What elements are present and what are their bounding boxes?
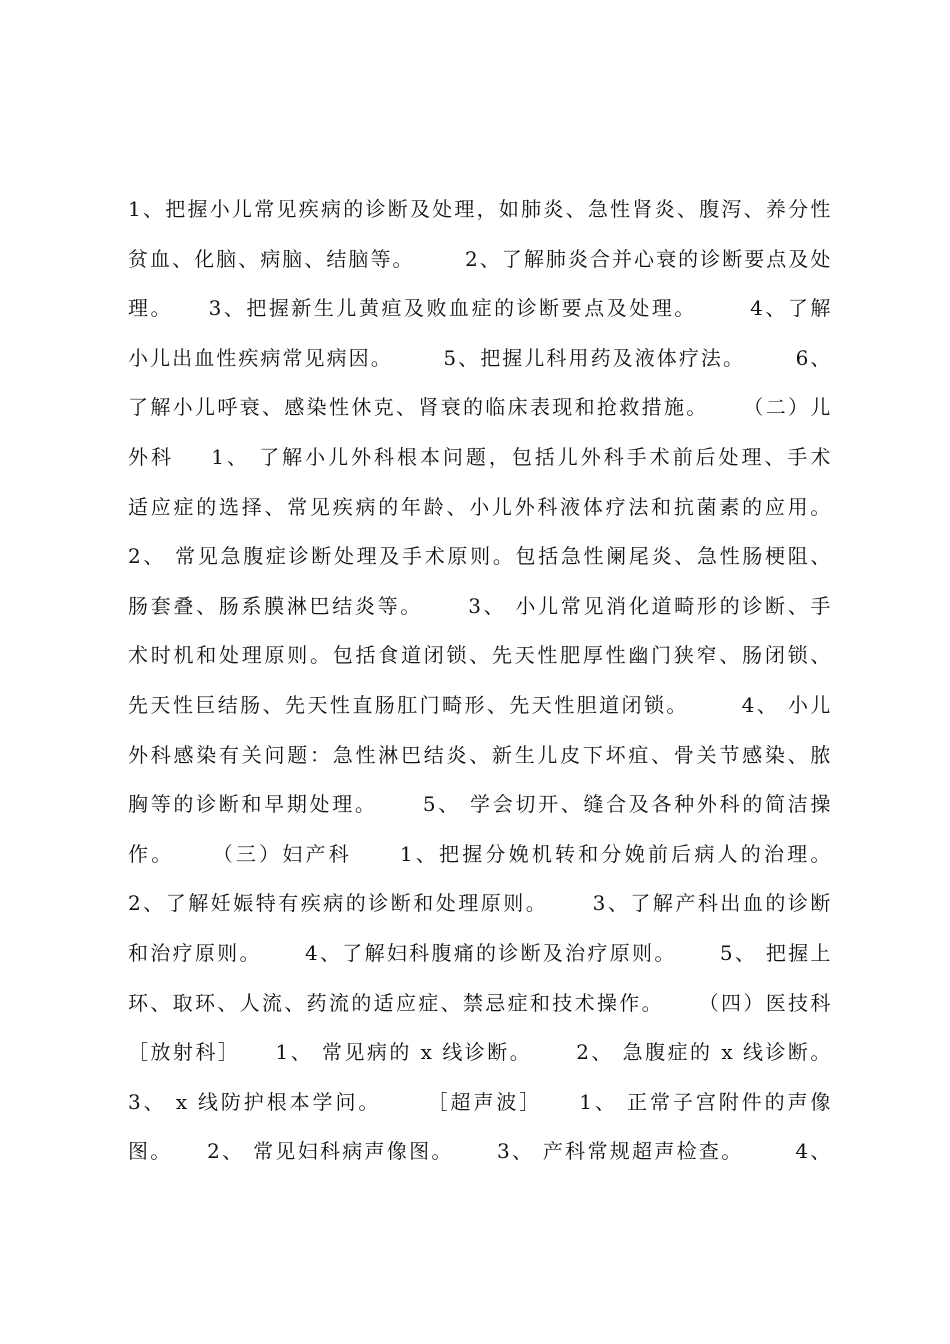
text-line: 贫血、化脑、病脑、结脑等。 2、了解肺炎合并心衰的诊断要点及处	[128, 246, 832, 271]
text-line: 先天性巨结肠、先天性直肠肛门畸形、先天性胆道闭锁。 4、 小儿	[128, 692, 832, 717]
text-line: 3、 x 线防护根本学问。 ［超声波］ 1、 正常子宫附件的声像	[128, 1089, 832, 1114]
body-text	[128, 185, 832, 1177]
text-line: 胸等的诊断和早期处理。 5、 学会切开、缝合及各种外科的简洁操	[128, 792, 832, 817]
text-line: 肠套叠、肠系膜淋巴结炎等。 3、 小儿常见消化道畸形的诊断、手	[128, 593, 832, 618]
text-line: 适应症的选择、常见疾病的年龄、小儿外科液体疗法和抗菌素的应用。	[128, 494, 832, 519]
text-line: 外科 1、 了解小儿外科根本问题，包括儿外科手术前后处理、手术	[128, 444, 832, 469]
text-line: 1、把握小儿常见疾病的诊断及处理，如肺炎、急性肾炎、腹泻、养分性	[128, 197, 832, 221]
text-line: 2、了解妊娠特有疾病的诊断和处理原则。 3、了解产科出血的诊断	[128, 891, 832, 916]
text-line: 外科感染有关问题：急性淋巴结炎、新生儿皮下坏疽、骨关节感染、脓	[128, 742, 832, 767]
text-line: ［放射科］ 1、 常见病的 x 线诊断。 2、 急腹症的 x 线诊断。	[128, 1040, 832, 1065]
text-line: 术时机和处理原则。包括食道闭锁、先天性肥厚性幽门狭窄、肠闭锁、	[128, 643, 832, 668]
text-line: 环、取环、人流、药流的适应症、禁忌症和技术操作。 （四）医技科	[128, 990, 832, 1015]
text-line: 2、 常见急腹症诊断处理及手术原则。包括急性阑尾炎、急性肠梗阻、	[128, 544, 832, 569]
text-line: 理。 3、把握新生儿黄疸及败血症的诊断要点及处理。 4、了解	[128, 296, 832, 321]
text-line: 图。 2、 常见妇科病声像图。 3、 产科常规超声检查。 4、	[128, 1139, 832, 1164]
text-line: 和治疗原则。 4、了解妇科腹痛的诊断及治疗原则。 5、 把握上	[128, 940, 832, 965]
text-line: 小儿出血性疾病常见病因。 5、把握儿科用药及液体疗法。 6、	[128, 345, 832, 370]
text-line: 了解小儿呼衰、感染性休克、肾衰的临床表现和抢救措施。 （二）儿	[128, 395, 832, 420]
text-line: 作。 （三）妇产科 1、把握分娩机转和分娩前后病人的治理。	[128, 841, 832, 866]
